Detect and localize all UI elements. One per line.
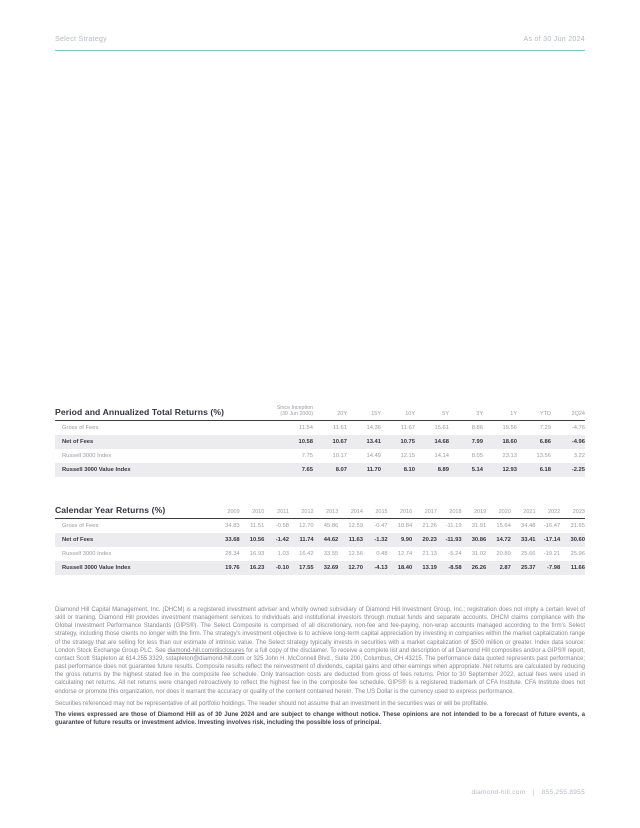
value-cell: -4.13 xyxy=(374,565,388,571)
table-row xyxy=(55,519,585,534)
value-cell: 25.66 xyxy=(521,551,536,557)
value-cell: 11.70 xyxy=(366,467,381,473)
column-header-since-inception: Since Inception (30 Jun 2000) xyxy=(255,405,313,421)
column-header: 10Y xyxy=(381,405,415,421)
document-header xyxy=(55,36,585,51)
value-cell: 11.67 xyxy=(400,425,415,431)
row-label: Russell 3000 Value Index xyxy=(62,565,131,571)
column-header: 20Y xyxy=(313,405,347,421)
value-cell: -1.42 xyxy=(275,537,289,543)
value-cell: 33.41 xyxy=(521,537,536,543)
value-cell: -11.93 xyxy=(445,537,462,543)
value-cell: 25.37 xyxy=(521,565,536,571)
disclosure-paragraph-1: Diamond Hill Capital Management, Inc. (DHCM) is a registered investment adviser and wholly owned subsidiary of Diamond Hill Investment Group, Inc.; registration does not imply a certain level of skill or training. Diamond Hill provides investment management services to individuals and institutional investors through mutual funds and separate accounts. DHCM claims compliance with the Global Investment Performance Standards (GIPS®). The Select Composite is comprised of all discretionary, non-fee and fee-paying, non-wrap accounts managed according to the firm's Select strategy, including those clients no longer with the firm. The strategy's investment objective is to achieve long-term capital appreciation by investing in companies within the market capitalization range of the strategy that are selling for less than our estimate of intrinsic value. The Select strategy typically invests in securities with a market capitalization of $500 million or greater. Index data source: London Stock Exchange Group PLC. See diamond-hill.com/disclosures for a full copy of the disclaimer. To receive a complete list and description of all Diamond Hill composites and/or a GIPS® report, contact Scott Stapleton at 614.255.3329, sstapleton@diamond-hill.com or 325 John H. McConnell Blvd., Suite 200, Columbus, OH 43215. The performance data quoted represents past performance; past performance does not guarantee future results. Composite results reflect the reinvestment of dividends, capital gains and other earnings when appropriate. Net returns are calculated by reducing the gross returns by the highest stated fee in the composite fee schedule. Only transaction costs are deducted from gross of fees returns. Prior to 30 September 2022, actual fees were used in calculating net returns. All net returns were changed retroactively to reflect the highest fee in the composite fee schedule. GIPS® is a registered trademark of CFA Institute. CFA Institute does not endorse or promote this organization, nor does it warrant the accuracy or quality of the content contained herein. The US Dollar is the currency used to express performance. xyxy=(55,607,586,695)
value-cell: 19.76 xyxy=(225,565,240,571)
period-returns-table xyxy=(55,405,585,477)
column-header: 2017 xyxy=(412,505,437,519)
value-cell: 26.26 xyxy=(471,565,487,571)
table-row xyxy=(55,463,585,477)
value-cell: 10.67 xyxy=(332,439,347,445)
value-cell: 11.63 xyxy=(348,537,363,543)
value-cell: 14.68 xyxy=(434,439,449,445)
value-cell: 16.93 xyxy=(249,551,265,557)
value-cell: 8.10 xyxy=(403,467,415,473)
value-cell: 18.60 xyxy=(502,439,517,445)
value-cell: 8.07 xyxy=(335,467,347,473)
value-cell: 23.13 xyxy=(502,453,517,459)
column-header: 2011 xyxy=(264,505,289,519)
value-cell: 12.59 xyxy=(348,523,363,529)
value-cell: 10.75 xyxy=(400,439,415,445)
column-header: 2Q24 xyxy=(551,405,585,421)
value-cell: 32.69 xyxy=(323,565,339,571)
value-cell: 15.61 xyxy=(434,425,449,431)
row-label: Net of Fees xyxy=(62,439,94,445)
row-label: Gross of Fees xyxy=(62,523,99,529)
value-cell: -19.21 xyxy=(543,551,561,557)
value-cell: -1.32 xyxy=(374,537,388,543)
value-cell: -7.98 xyxy=(546,565,561,571)
value-cell: 20.89 xyxy=(496,551,511,557)
value-cell: 7.75 xyxy=(301,453,313,459)
value-cell: 16.23 xyxy=(249,565,265,571)
column-header: 2020 xyxy=(486,505,511,519)
value-cell: 11.66 xyxy=(570,565,585,571)
strategy-title: Select Strategy xyxy=(55,36,107,43)
column-header: 2019 xyxy=(462,505,487,519)
value-cell: 19.56 xyxy=(502,425,517,431)
column-header: 2009 xyxy=(215,505,240,519)
column-header: 2022 xyxy=(536,505,561,519)
disclosure-paragraph-2: Securities referenced may not be representative of all portfolio holdings. The reader should not assume that an investment in the securities was or will be profitable. xyxy=(55,700,489,707)
value-cell: 10.56 xyxy=(249,537,265,543)
value-cell: 11.51 xyxy=(250,523,265,529)
column-header: 2023 xyxy=(560,505,585,519)
value-cell: 11.61 xyxy=(332,425,347,431)
value-cell: 12.70 xyxy=(299,523,314,529)
value-cell: 8.05 xyxy=(471,453,483,459)
column-header: 2016 xyxy=(388,505,413,519)
period-table-header-row xyxy=(55,405,585,421)
value-cell: 12.15 xyxy=(400,453,415,459)
value-cell: 33.55 xyxy=(323,551,339,557)
value-cell: 14.72 xyxy=(496,537,511,543)
value-cell: 14.36 xyxy=(366,425,381,431)
value-cell: -4.76 xyxy=(571,425,585,431)
value-cell: 10.84 xyxy=(397,523,413,529)
value-cell: 34.48 xyxy=(521,523,536,529)
calendar-table-title: Calendar Year Returns (%) xyxy=(55,505,215,519)
value-cell: 5.14 xyxy=(471,467,483,473)
value-cell: 11.74 xyxy=(299,537,314,543)
calendar-table-header-row xyxy=(55,505,585,519)
value-cell: 11.54 xyxy=(298,425,313,431)
value-cell: 18.40 xyxy=(397,565,413,571)
value-cell: 7.29 xyxy=(539,425,551,431)
calendar-returns-section xyxy=(55,505,585,575)
value-cell: 13.56 xyxy=(536,453,551,459)
value-cell: 21.26 xyxy=(422,523,437,529)
value-cell: -17.14 xyxy=(543,537,561,543)
value-cell: 17.55 xyxy=(299,565,314,571)
value-cell: 12.74 xyxy=(397,551,413,557)
value-cell: 30.60 xyxy=(570,537,585,543)
row-label: Russell 3000 Index xyxy=(62,551,112,557)
value-cell: 21.13 xyxy=(422,551,437,557)
value-cell: 16.42 xyxy=(299,551,314,557)
period-returns-section xyxy=(55,405,585,477)
value-cell: -0.10 xyxy=(275,565,289,571)
value-cell: 0.48 xyxy=(376,551,388,557)
column-header: 2013 xyxy=(314,505,339,519)
footer-website: diamond-hill.com xyxy=(471,789,526,796)
value-cell: 8.86 xyxy=(471,425,483,431)
disclosure-text xyxy=(55,606,585,727)
value-cell: 31.02 xyxy=(471,551,487,557)
row-label: Net of Fees xyxy=(62,537,94,543)
value-cell: 14.49 xyxy=(366,453,381,459)
value-cell: 3.22 xyxy=(573,453,585,459)
column-header: 5Y xyxy=(415,405,449,421)
value-cell: 12.93 xyxy=(502,467,517,473)
value-cell: -11.19 xyxy=(445,523,462,529)
disclosures-link[interactable]: diamond-hill.com/disclosures xyxy=(167,647,245,654)
value-cell: 1.03 xyxy=(277,551,289,557)
footer-phone: 855.255.8955 xyxy=(541,789,585,796)
column-header: 15Y xyxy=(347,405,381,421)
value-cell: 7.65 xyxy=(301,467,313,473)
views-disclaimer-paragraph: The views expressed are those of Diamond Hill as of 30 June 2024 and are subject to change without notice. These opinions are not intended to be a forecast of future events, a guarantee of future results or investment advice. Investing involves risk, including the possible loss of principal. xyxy=(55,710,585,727)
value-cell: 6.18 xyxy=(539,467,551,473)
column-header: 2010 xyxy=(240,505,265,519)
value-cell: 31.65 xyxy=(570,523,585,529)
table-row xyxy=(55,547,585,561)
value-cell: 14.14 xyxy=(434,453,449,459)
column-header: 3Y xyxy=(449,405,483,421)
value-cell: 31.91 xyxy=(471,523,487,529)
value-cell: -2.25 xyxy=(571,467,585,473)
value-cell: 45.86 xyxy=(323,523,339,529)
table-row xyxy=(55,449,585,463)
value-cell: 13.41 xyxy=(366,439,381,445)
value-cell: 33.68 xyxy=(225,537,240,543)
value-cell: 34.83 xyxy=(225,523,240,529)
column-header: YTD xyxy=(517,405,551,421)
value-cell: 2.87 xyxy=(499,565,511,571)
column-header: 2014 xyxy=(338,505,363,519)
value-cell: 25.96 xyxy=(570,551,585,557)
value-cell: -0.47 xyxy=(374,523,388,529)
value-cell: 44.62 xyxy=(323,537,339,543)
value-cell: -16.47 xyxy=(543,523,561,529)
table-row xyxy=(55,533,585,547)
period-table-title: Period and Annualized Total Returns (%) xyxy=(55,405,255,421)
value-cell: -5.24 xyxy=(448,551,462,557)
row-label: Gross of Fees xyxy=(62,425,99,431)
value-cell: 15.64 xyxy=(496,523,511,529)
document-footer xyxy=(471,788,585,797)
value-cell: -0.58 xyxy=(275,523,289,529)
table-row xyxy=(55,561,585,575)
table-row xyxy=(55,435,585,449)
column-header: 2018 xyxy=(437,505,462,519)
as-of-date: As of 30 Jun 2024 xyxy=(523,36,585,43)
value-cell: 20.23 xyxy=(422,537,437,543)
footer-divider: | xyxy=(532,788,535,797)
calendar-returns-table xyxy=(55,505,585,575)
value-cell: 7.99 xyxy=(471,439,483,445)
column-header: 1Y xyxy=(483,405,517,421)
value-cell: 13.19 xyxy=(422,565,437,571)
value-cell: -4.96 xyxy=(571,439,585,445)
value-cell: -8.58 xyxy=(448,565,462,571)
column-header: 2012 xyxy=(289,505,314,519)
table-row xyxy=(55,421,585,436)
row-label: Russell 3000 Value Index xyxy=(62,467,131,473)
column-header: 2015 xyxy=(363,505,388,519)
value-cell: 10.17 xyxy=(332,453,347,459)
column-header: 2021 xyxy=(511,505,536,519)
row-label: Russell 3000 Index xyxy=(62,453,112,459)
value-cell: 8.89 xyxy=(437,467,449,473)
value-cell: 12.56 xyxy=(348,551,363,557)
value-cell: 6.86 xyxy=(539,439,551,445)
value-cell: 10.58 xyxy=(298,439,313,445)
value-cell: 9.90 xyxy=(400,537,413,543)
value-cell: 12.70 xyxy=(348,565,363,571)
value-cell: 30.86 xyxy=(471,537,487,543)
value-cell: 28.34 xyxy=(225,551,240,557)
